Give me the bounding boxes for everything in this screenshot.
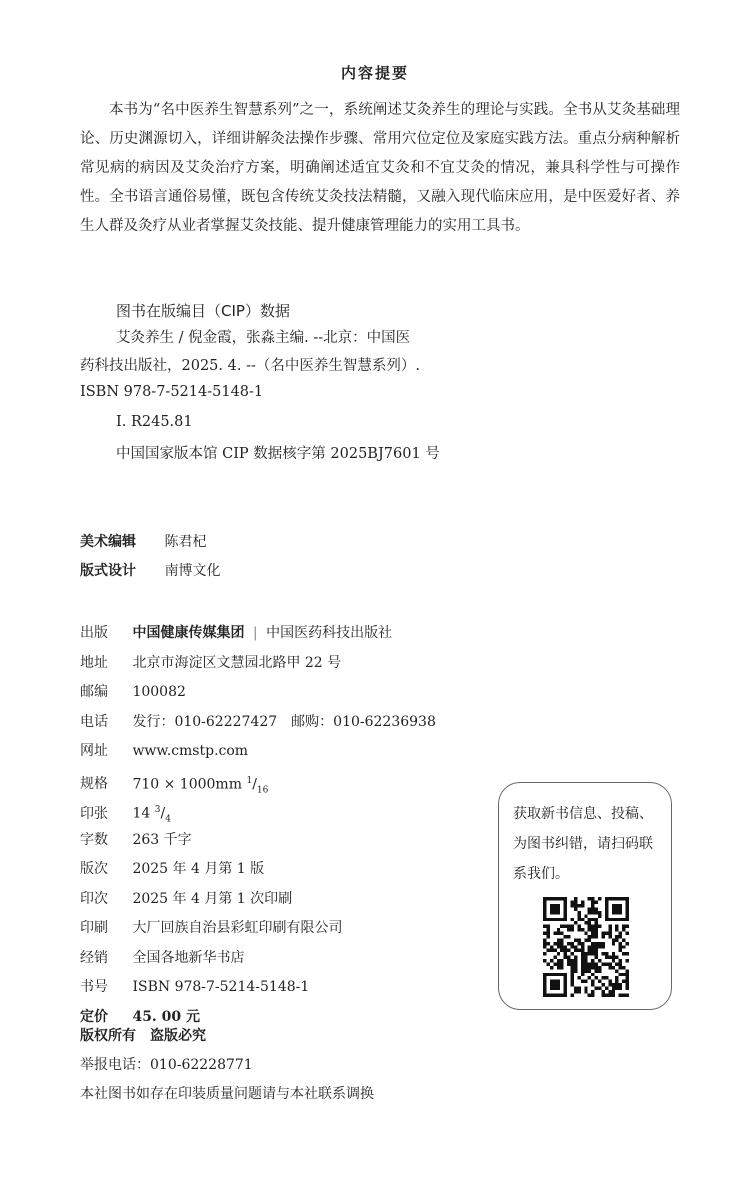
address-value: 北京市海淀区文慧园北路甲 22 号 <box>132 654 342 671</box>
copyright-notice: 版权所有 盗版必究 <box>80 1028 206 1044</box>
qr-contact-box <box>498 782 672 1010</box>
book-number-row <box>80 973 436 1003</box>
layout-designer-value: 南博文化 <box>164 563 221 579</box>
wordcount-label: 字数 <box>80 831 108 848</box>
qr-contact-text: 获取新书信息、投稿、为图书纠错，请扫码联系我们。 <box>513 806 653 882</box>
address-label: 地址 <box>80 654 108 671</box>
cip-record: 中国国家版本馆 CIP 数据核字第 2025BJ7601 号 <box>116 446 440 462</box>
address-row <box>80 649 436 679</box>
cip-line-1: 艾灸养生 / 倪金霞，张淼主编. --北京：中国医 <box>116 330 411 346</box>
format-label: 规格 <box>80 776 108 793</box>
sheets-label: 印张 <box>80 805 108 822</box>
printer-value: 大厂回族自治县彩虹印刷有限公司 <box>132 920 343 936</box>
sheets-whole: 14 <box>132 805 151 822</box>
qr-code-icon[interactable] <box>543 897 629 997</box>
printing-time-row <box>80 885 436 915</box>
cip-isbn: ISBN 978-7-5214-5148-1 <box>80 384 264 400</box>
publication-info <box>80 619 436 1032</box>
summary-text: 本书为“名中医养生智慧系列”之一，系统阐述艾灸养生的理论与实践。全书从艾灸基础理论、历史渊源切入，详细讲解灸法操作步骤、常用穴位定位及家庭实践方法。重点分病种解析常见病的病因及艾灸治疗方案，明确阐述适宜艾灸和不宜艾灸的情况，兼具科学性与可操作性。全书语言通俗易懂，既包含传统艾灸技法精髓，又融入现代临床应用，是中医爱好者、养生人群及灸疗从业者掌握艾灸技能、提升健康管理能力的实用工具书。 <box>80 102 680 234</box>
distributor-value: 全国各地新华书店 <box>132 949 245 966</box>
format-value: 710 × 1000mm $^1/_{16}$ <box>132 775 269 795</box>
summary-title: 内容提要 <box>340 64 409 82</box>
printing-time-value: 2025 年 4 月第 1 次印刷 <box>132 890 293 907</box>
postcode-value: 100082 <box>132 684 186 700</box>
printing-time-label: 印次 <box>80 890 108 907</box>
printer-label: 印刷 <box>80 920 108 936</box>
format-numerator: 1 <box>246 775 253 786</box>
cip-class: Ⅰ. R245.81 <box>116 414 193 430</box>
publisher-separator: | <box>252 625 258 641</box>
publisher-value <box>132 619 392 649</box>
printer-row <box>80 914 436 944</box>
sheets-numerator: 3 <box>154 805 161 815</box>
art-editor-label: 美术编辑 <box>80 534 136 550</box>
publisher-name: 中国医药科技出版社 <box>266 625 393 641</box>
layout-designer-label: 版式设计 <box>80 563 136 579</box>
edition-row <box>80 855 436 885</box>
edition-value: 2025 年 4 月第 1 版 <box>132 861 265 877</box>
website-value: www.cmstp.com <box>132 743 249 759</box>
format-size: 710 × 1000mm <box>132 776 242 793</box>
quality-notice: 本社图书如存在印装质量问题请与本社联系调换 <box>80 1086 374 1102</box>
cip-heading: 图书在版编目（CIP）数据 <box>116 302 290 320</box>
price-label: 定价 <box>80 1008 108 1025</box>
website-label: 网址 <box>80 743 108 759</box>
postcode-label: 邮编 <box>80 684 108 700</box>
book-number-label: 书号 <box>80 979 108 995</box>
price-value: 45. 00 元 <box>132 1008 201 1025</box>
publisher-row <box>80 619 436 649</box>
wordcount-value: 263 千字 <box>132 831 192 848</box>
art-editor-value: 陈君杞 <box>164 534 207 550</box>
cip-line-2: 药科技出版社，2025. 4. --（名中医养生智慧系列）. <box>80 358 420 374</box>
website-row <box>80 737 436 767</box>
layout-designer-row <box>80 560 220 580</box>
distributor-label: 经销 <box>80 949 108 966</box>
edition-label: 版次 <box>80 861 108 877</box>
art-editor-row <box>80 531 206 551</box>
phone-value: 发行：010-62227427 邮购：010-62236938 <box>132 713 436 730</box>
publisher-label: 出版 <box>80 625 108 641</box>
sheets-denominator: 4 <box>165 814 171 825</box>
distributor-row <box>80 944 436 974</box>
phone-row <box>80 708 436 738</box>
wordcount-row <box>80 826 436 856</box>
format-denominator: 16 <box>256 784 269 795</box>
postcode-row <box>80 678 436 708</box>
book-number-value: ISBN 978-7-5214-5148-1 <box>132 979 310 995</box>
report-phone: 举报电话：010-62228771 <box>80 1057 253 1073</box>
sheets-value: 14 $^3/_4$ <box>132 805 171 825</box>
publisher-group: 中国健康传媒集团 <box>132 625 245 641</box>
phone-label: 电话 <box>80 713 108 730</box>
format-row <box>80 767 436 797</box>
